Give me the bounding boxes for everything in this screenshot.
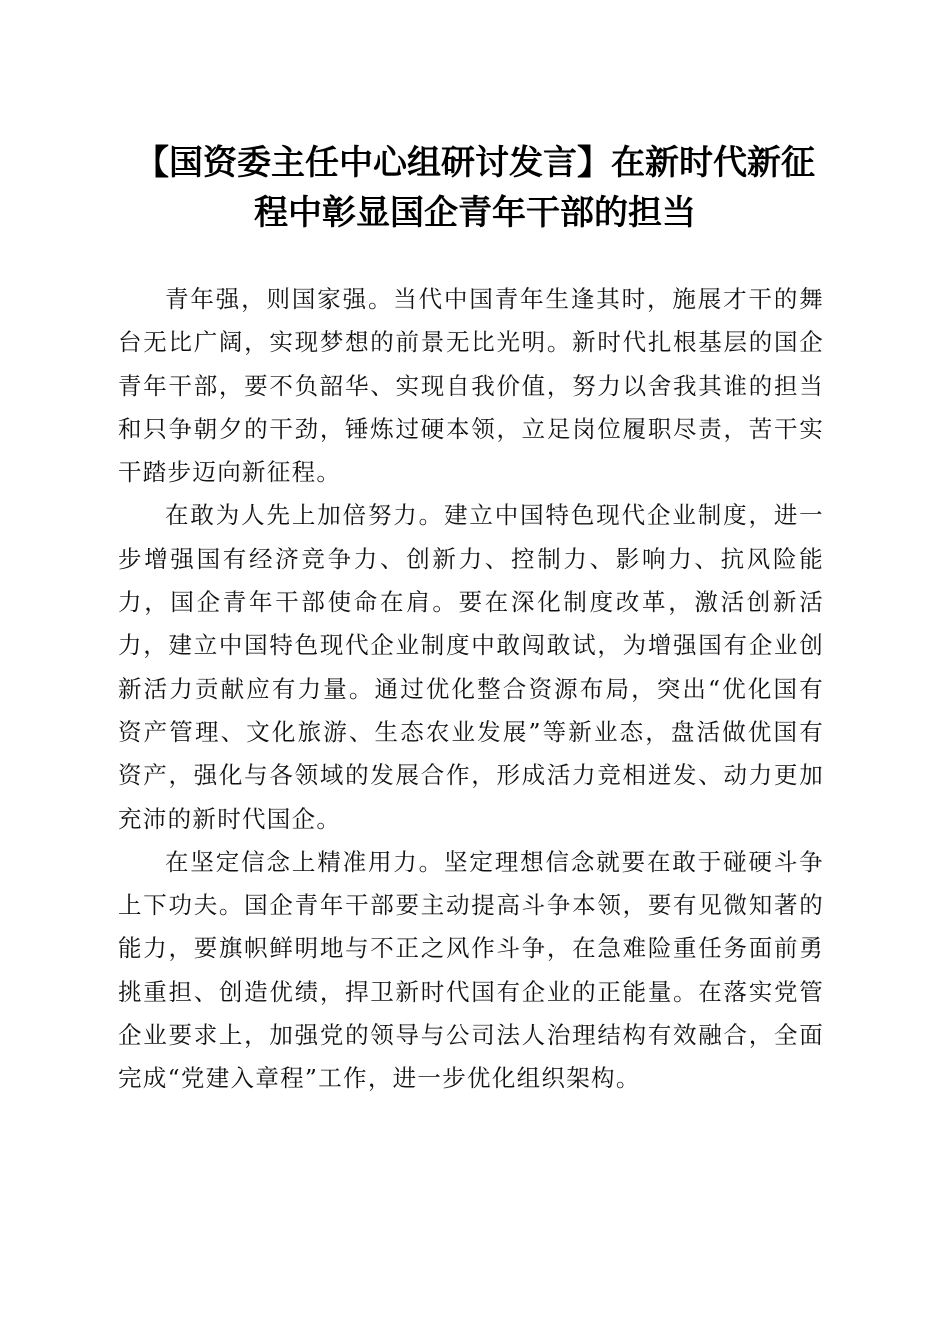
document-title [110, 138, 840, 238]
document-body [118, 278, 824, 1101]
title-line-1: 【国资委主任中心组研讨发言】在新时代新征 [135, 143, 815, 183]
paragraph: 在坚定信念上精准用力。坚定理想信念就要在敢于碰硬斗争上下功夫。国企青年干部要主动提高斗争本领，要有见微知著的能力，要旗帜鲜明地与不正之风作斗争，在急难险重任务面前勇挑重担、创造优绩，捍卫新时代国有企业的正能量。在落实党管企业要求上，加强党的领导与公司法人治理结构有效融合，全面完成“党建入章程”工作，进一步优化组织架构。 [118, 847, 824, 1093]
title-line-2: 程中彰显国企青年干部的担当 [254, 193, 696, 233]
paragraph: 在敢为人先上加倍努力。建立中国特色现代企业制度，进一步增强国有经济竞争力、创新力、控制力、影响力、抗风险能力，国企青年干部使命在肩。要在深化制度改革，激活创新活力，建立中国特色现代企业制度中敢闯敢试，为增强国有企业创新活力贡献应有力量。通过优化整合资源布局，突出“优化国有资产管理、文化旅游、生态农业发展”等新业态，盘活做优国有资产，强化与各领域的发展合作，形成活力竞相迸发、动力更加充沛的新时代国企。 [118, 501, 824, 833]
paragraph: 青年强，则国家强。当代中国青年生逢其时，施展才干的舞台无比广阔，实现梦想的前景无比光明。新时代扎根基层的国企青年干部，要不负韶华、实现自我价值，努力以舍我其谁的担当和只争朝夕的干劲，锤炼过硬本领，立足岗位履职尽责，苦干实干踏步迈向新征程。 [118, 285, 824, 487]
